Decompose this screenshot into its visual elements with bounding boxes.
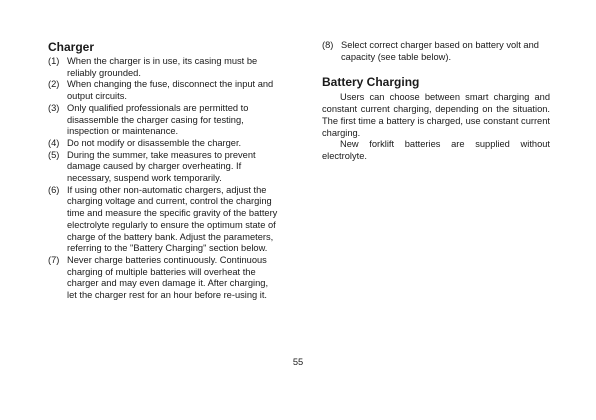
page-number: 55	[292, 357, 304, 367]
list-item	[48, 150, 278, 185]
right-column	[322, 40, 550, 163]
item-number: (1)	[48, 56, 60, 66]
charger-list-continued	[322, 40, 550, 63]
item-text: When changing the fuse, disconnect the input and output circuits.	[67, 79, 274, 102]
item-text: When the charger is in use, its casing must be reliably grounded.	[67, 56, 258, 78]
item-number: (3)	[48, 102, 60, 113]
item-text: Never charge batteries continuously. Continuous charging of multiple batteries will overheat the charger and may even damage it. After charging, let the charger rest for an hour before re-using it.	[67, 254, 269, 301]
item-text: Do not modify or disassemble the charger.	[67, 137, 242, 148]
charger-list	[48, 56, 278, 302]
battery-charging-heading: Battery Charging	[322, 75, 420, 90]
item-text: During the summer, take measures to prevent damage caused by charger overheating. If necessary, suspend work temporarily.	[67, 149, 256, 184]
list-item	[48, 56, 278, 79]
charger-heading: Charger	[48, 40, 95, 54]
paragraph: Users can choose between smart charging and constant current charging, depending on the situation. The first time a battery is charged, use constant current charging.	[322, 92, 550, 138]
list-item	[322, 40, 550, 63]
list-item	[48, 185, 278, 255]
item-number: (4)	[48, 137, 60, 148]
item-text: Only qualified professionals are permitted to disassemble the charger casing for testing, inspection or maintenance.	[67, 102, 249, 137]
item-text: Select correct charger based on battery volt and capacity (see table below).	[341, 40, 539, 62]
paragraph: New forklift batteries are supplied without electrolyte.	[322, 139, 550, 161]
item-number: (7)	[48, 254, 60, 265]
item-number: (6)	[48, 184, 60, 195]
item-number: (8)	[322, 40, 334, 50]
item-number: (5)	[48, 149, 60, 160]
list-item	[48, 138, 278, 150]
list-item	[48, 103, 278, 138]
item-text: If using other non-automatic chargers, adjust the charging voltage and current, control the charging time and measure the specific gravity of the battery electrolyte regularly to ensure the optimum state of charge of the battery bank. Adjust the parameters, referring to the "Battery Charging" section below.	[67, 184, 278, 254]
left-column	[48, 40, 278, 302]
item-number: (2)	[48, 79, 60, 90]
list-item	[48, 255, 278, 302]
list-item	[48, 79, 278, 102]
